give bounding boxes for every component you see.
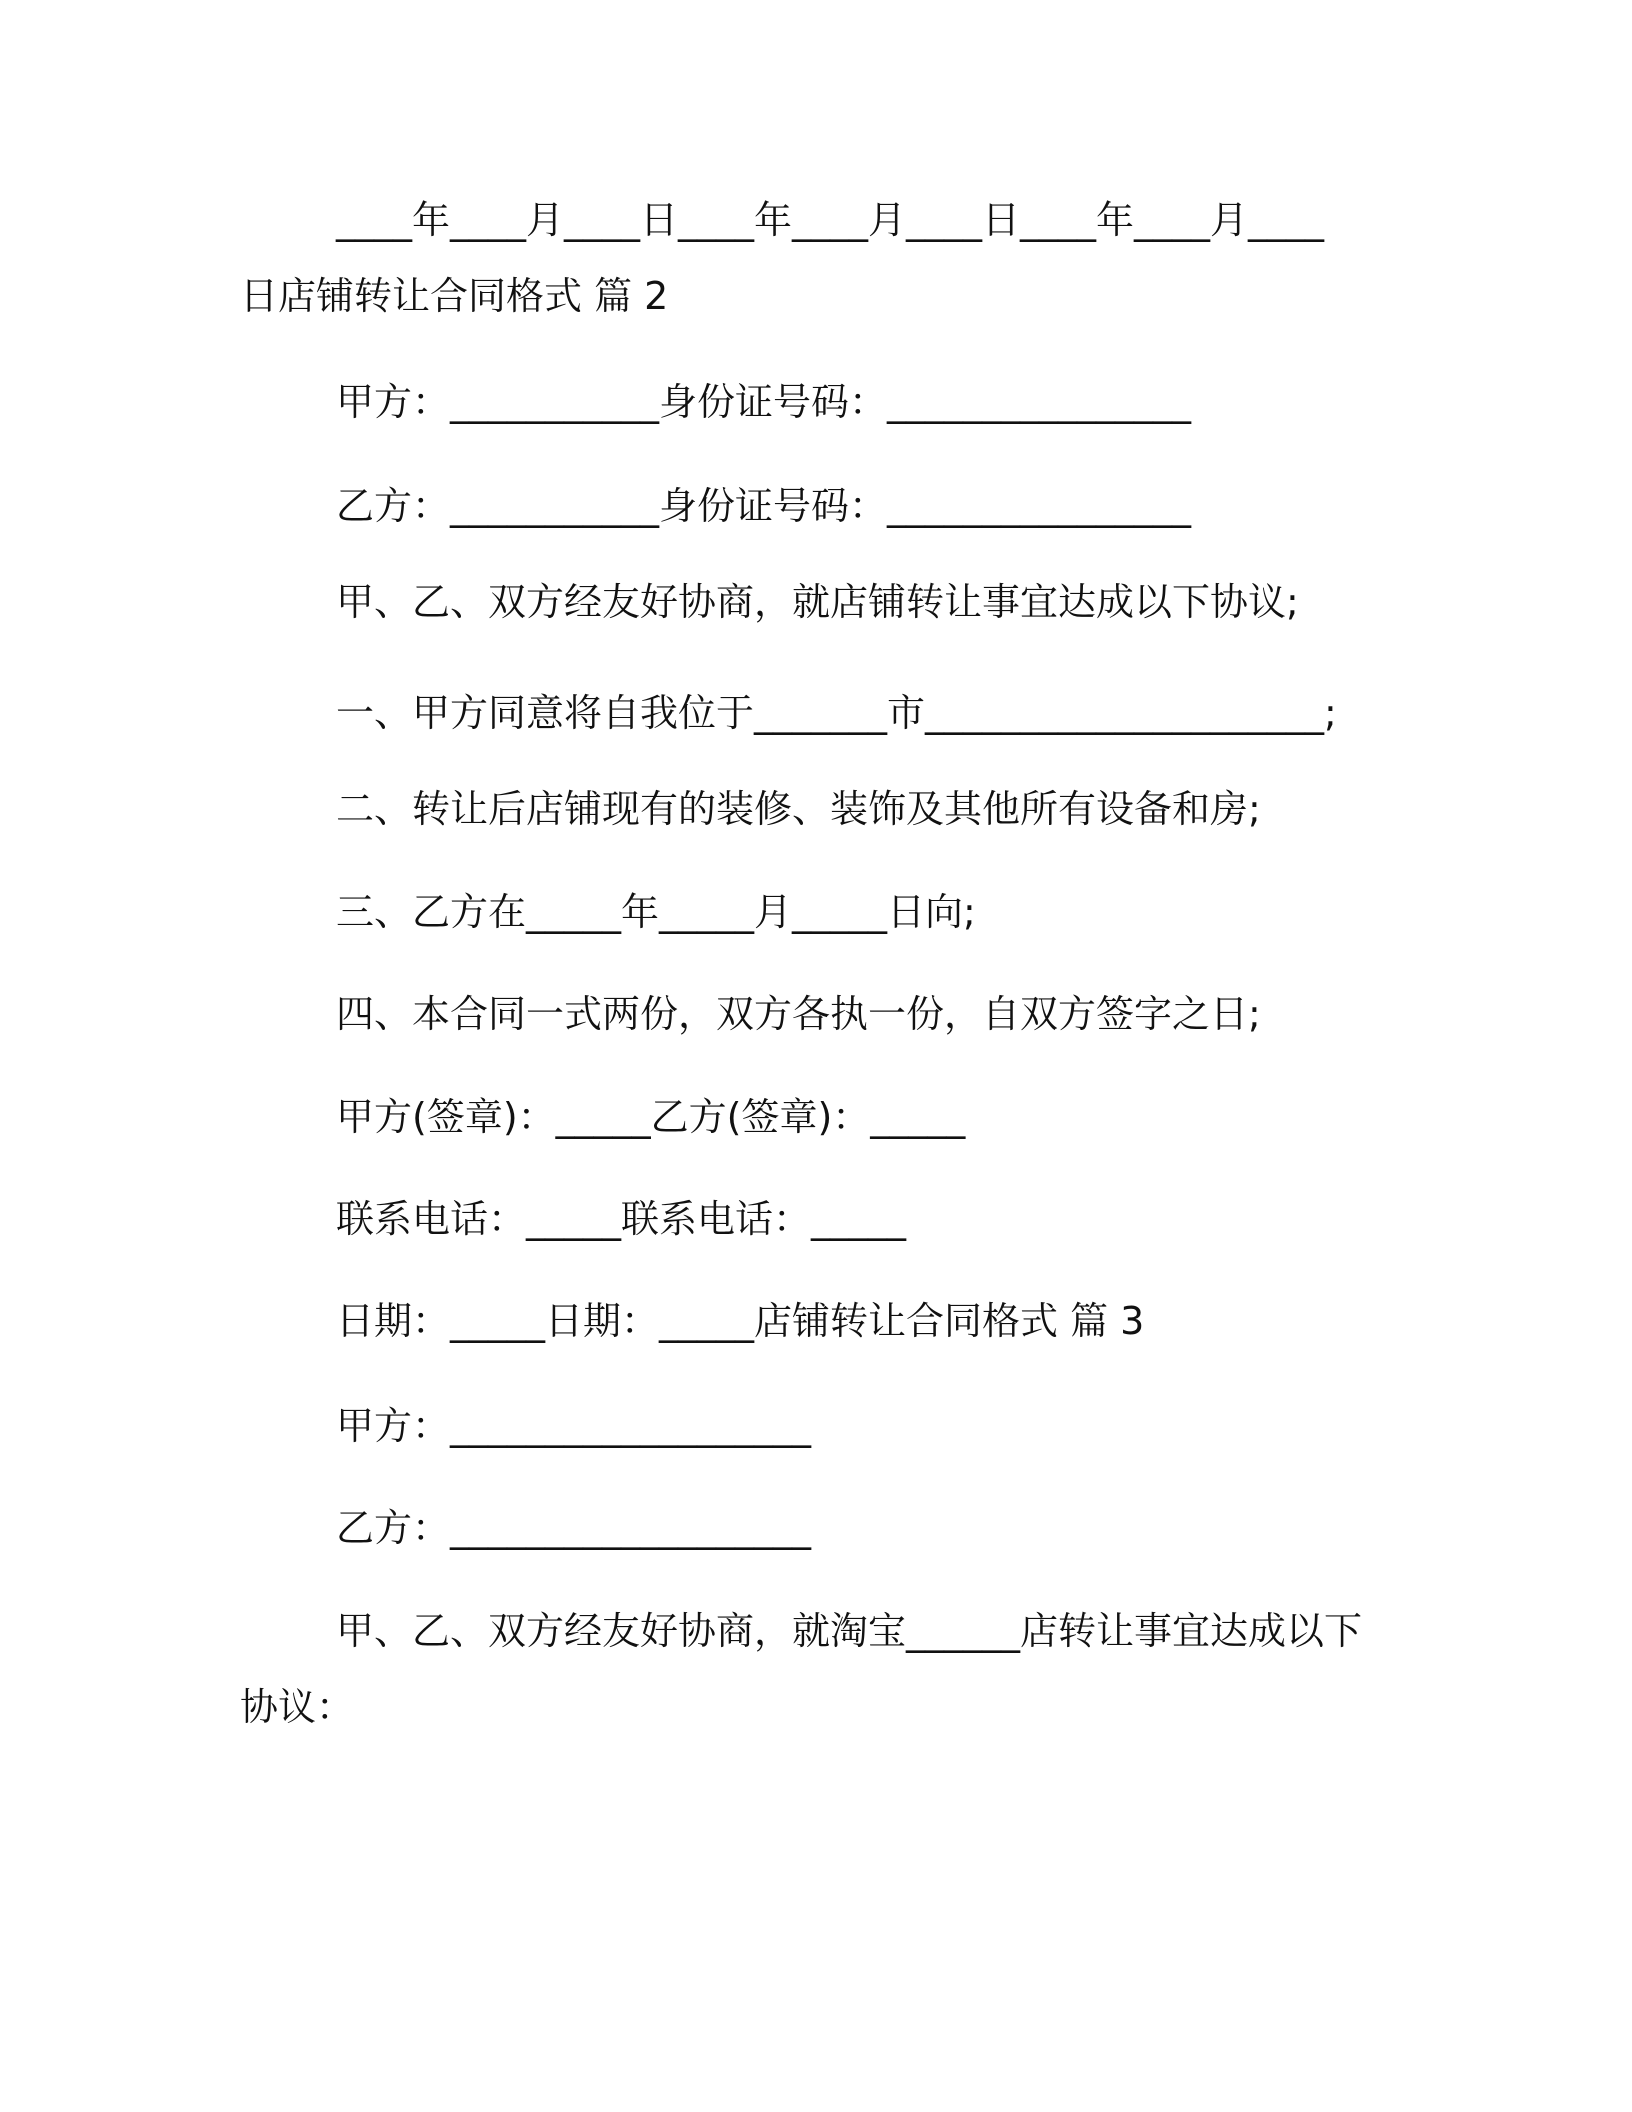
party-a-id-line: 甲方：___________身份证号码：________________ <box>336 380 1192 424</box>
party-b-line: 乙方：___________________ <box>336 1506 812 1550</box>
clause-2-line: 二、转让后店铺现有的装修、装饰及其他所有设备和房; <box>336 787 1261 831</box>
party-a-line: 甲方：___________________ <box>336 1404 812 1448</box>
section-heading-2: 日店铺转让合同格式 篇 2 <box>240 274 669 318</box>
phone-line: 联系电话：_____联系电话：_____ <box>336 1197 907 1241</box>
party-b-id-line: 乙方：___________身份证号码：________________ <box>336 484 1192 528</box>
clause-1-line: 一、甲方同意将自我位于_______市_____________________; <box>336 691 1337 735</box>
date-blanks-line: ____年____月____日____年____月____日____年____月____ <box>336 198 1325 242</box>
clause-3-line: 三、乙方在_____年_____月_____日向; <box>336 890 976 934</box>
agreement-word-line: 协议： <box>240 1685 355 1729</box>
clause-4-line: 四、本合同一式两份，双方各执一份，自双方签字之日; <box>336 992 1261 1036</box>
signature-line: 甲方(签章)：_____乙方(签章)：_____ <box>336 1095 966 1139</box>
date-heading-3-line: 日期：_____日期：_____店铺转让合同格式 篇 3 <box>336 1299 1145 1343</box>
taobao-intro-line: 甲、乙、双方经友好协商，就淘宝______店转让事宜达成以下 <box>336 1609 1363 1653</box>
agreement-intro-line: 甲、乙、双方经友好协商，就店铺转让事宜达成以下协议; <box>336 580 1299 624</box>
